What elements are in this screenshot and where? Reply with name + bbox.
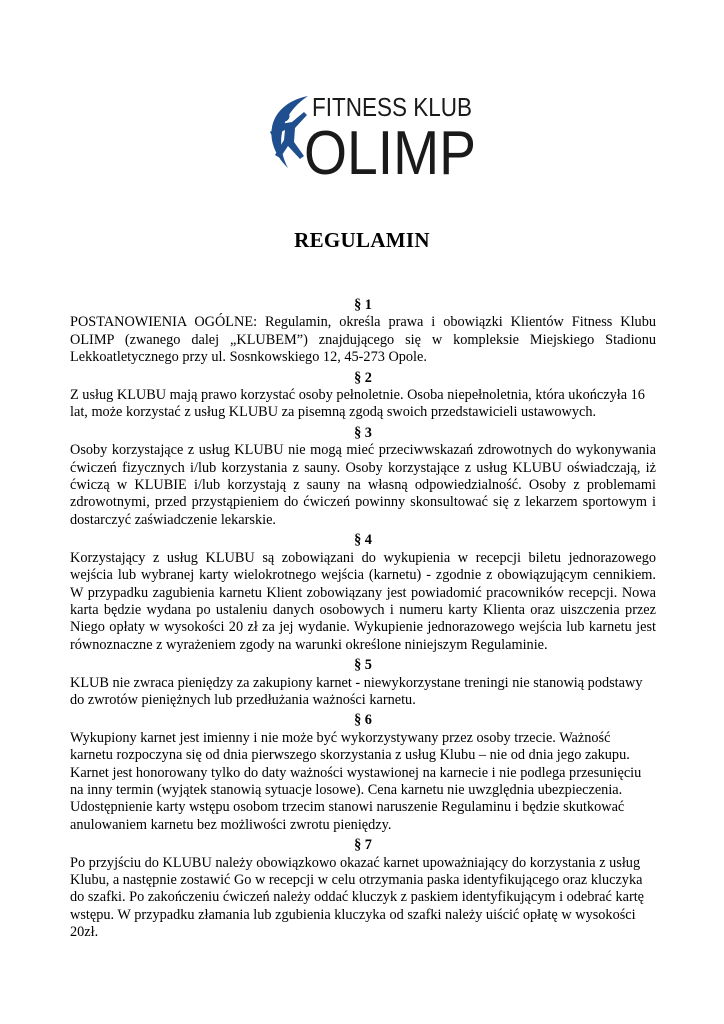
section-text: KLUB nie zwraca pieniędzy za zakupiony karnet - niewykorzystane treningi nie stanowią podstawy do zwrotów pieniężnych lub przedłużania ważności karnetu. <box>70 674 643 708</box>
section-number: § 6 <box>354 712 372 729</box>
section-number: § 3 <box>354 424 372 441</box>
section <box>70 656 656 709</box>
fitness-klub-olimp-logo <box>258 86 478 188</box>
section <box>70 296 656 367</box>
regulations-body <box>70 296 656 944</box>
section <box>70 424 656 529</box>
section-text: Wykupiony karnet jest imienny i nie może być wykorzystywany przez osoby trzecie. Ważność karnetu rozpoczyna się od dnia pierwszego skorzystania z usług Klubu – nie od dnia jego zakupu. Karnet jest honorowany tylko do daty ważności wystawionej na karnecie i nie podlega przesunięciu na inny termin (wyjątek stanowią sytuacje losowe). Cena karnetu nie uwzględnia ubezpieczenia. Udostępnienie karty wstępu osobom trzecim stanowi naruszenie Regulaminu i będzie skutkować anulowaniem karnetu bez możliwości zwrotu pieniędzy. <box>70 729 642 833</box>
section-number: § 7 <box>354 837 372 854</box>
section-text: Korzystający z usług KLUBU są zobowiązani do wykupienia w recepcji biletu jednorazowego wejścia lub wybranej karty wielokrotnego wejścia (karnetu) - zgodnie z obowiązującym cennikiem. W przypadku zagubienia karnetu Klient zobowiązany jest powiadomić pracowników recepcji. Nowa karta będzie wydana po ustaleniu danych osobowych i numeru karty Klienta oraz uiszczenia przez Niego opłaty w wysokości 20 zł za jej wydanie. Wykupienie jednorazowego wejścia lub karnetu jest równoznaczne z wyrażeniem zgody na warunki określone niniejszym Regulaminie. <box>70 549 656 653</box>
logo-line1: FITNESS KLUB <box>312 92 472 122</box>
section-number: § 1 <box>354 297 372 313</box>
logo-graphic <box>258 86 478 188</box>
section-number: § 4 <box>354 532 372 549</box>
section-text: Osoby korzystające z usług KLUBU nie mogą mieć przeciwwskazań zdrowotnych do wykonywania ćwiczeń fizycznych i/lub korzystania z sauny. Osoby korzystające z usług KLUBU oświadczają, iż ćwiczą w KLUBIE i/lub korzystają z sauny na własną odpowiedzialność. Osoby z problemami zdrowotnymi, przed przystąpieniem do ćwiczeń powinny skonsultować się z lekarzem sportowym i dostarczyć zaświadczenie lekarskie. <box>70 442 656 528</box>
section <box>70 711 656 834</box>
section <box>70 369 656 422</box>
logo-line2: OLIMP <box>304 119 476 188</box>
section <box>70 836 656 941</box>
section-number: § 2 <box>354 369 372 386</box>
section-text: Z usług KLUBU mają prawo korzystać osoby pełnoletnie. Osoba niepełnoletnia, która ukończyła 16 lat, może korzystać z usług KLUBU za pisemną zgodą swoich przedstawicieli ustawowych. <box>70 387 645 421</box>
section <box>70 531 656 654</box>
document-title: REGULAMIN <box>294 228 430 252</box>
section-text: Po przyjściu do KLUBU należy obowiązkowo okazać karnet upoważniający do korzystania z usług Klubu, a następnie zostawić Go w recepcji w celu otrzymania paska identyfikującego oraz kluczyka do szafki. Po zakończeniu ćwiczeń należy oddać kluczyk z paskiem identyfikującym i odebrać kartę wstępu. W przypadku złamania lub zgubienia kluczyka od szafki należy uiścić opłatę w wysokości 20zł. <box>70 854 645 941</box>
section-text: POSTANOWIENIA OGÓLNE: Regulamin, określa prawa i obowiązki Klientów Fitness Klubu OLIMP (zwanego dalej „KLUBEM”) znajdującego się w kompleksie Miejskiego Stadionu Lekkoatletycznego przy ul. Sosnkowskiego 12, 45-273 Opole. <box>70 314 656 366</box>
section-number: § 5 <box>354 657 372 674</box>
